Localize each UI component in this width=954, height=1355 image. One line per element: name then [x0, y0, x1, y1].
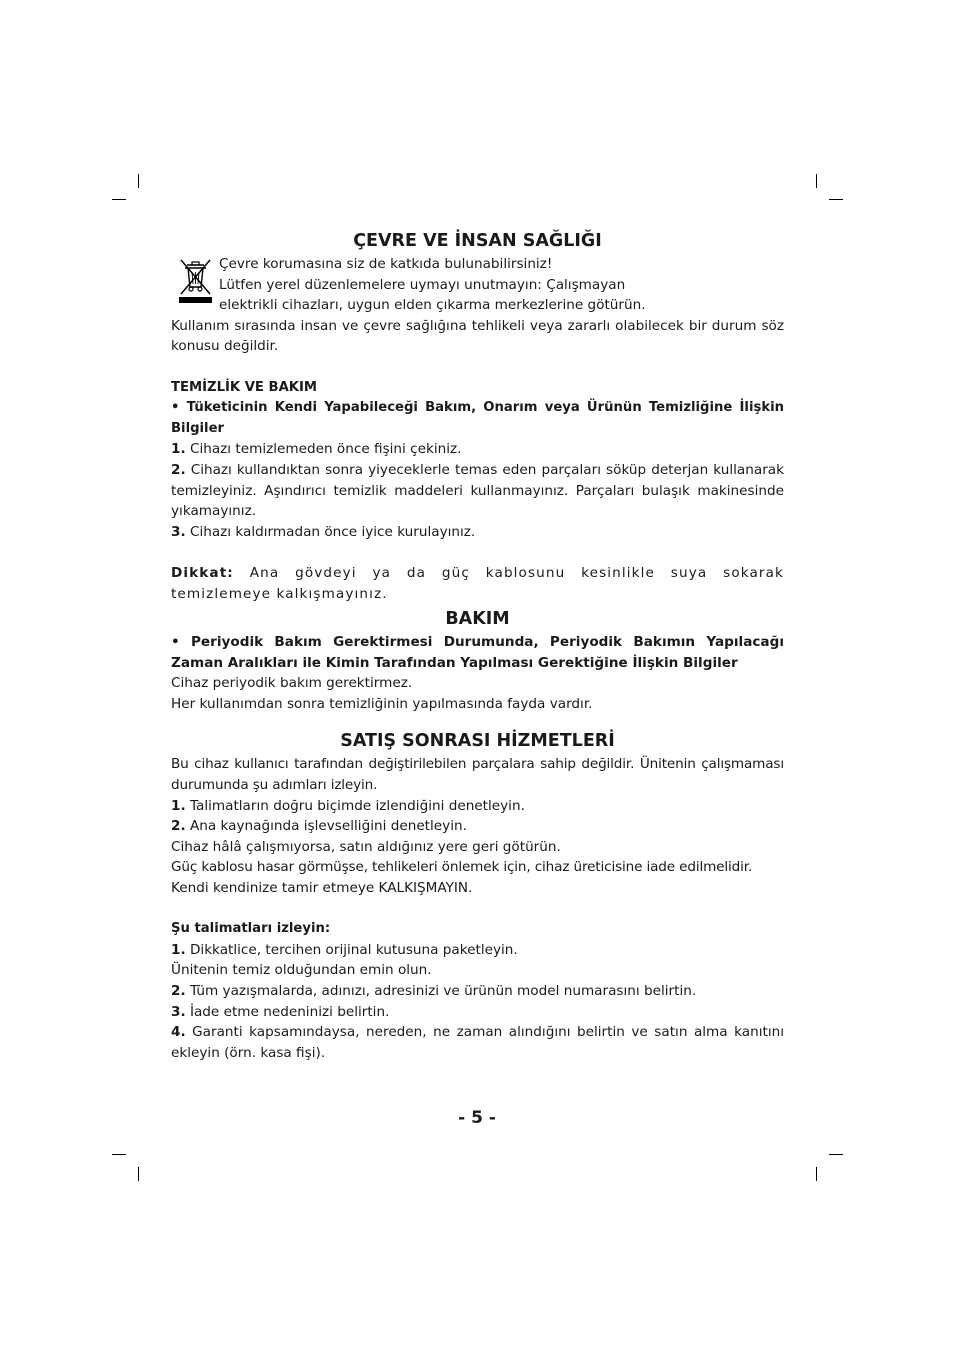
cleaning-step: [171, 439, 784, 460]
follow-step: [171, 1002, 784, 1023]
service-step: [171, 796, 784, 817]
warning-label: Dikkat:: [171, 564, 234, 581]
step-number: 3.: [171, 523, 186, 540]
env-section-title: ÇEVRE VE İNSAN SAĞLIĞI: [353, 231, 602, 251]
follow-step: [171, 1022, 784, 1063]
follow-step: [171, 940, 784, 961]
service-intro: Bu cihaz kullanıcı tarafından değiştirilebilen parçalara sahip değildir. Ünitenin çalışmaması durumunda şu adımları izleyin.: [171, 756, 784, 794]
crop-mark-top-right-h: [829, 199, 843, 200]
step-number: 2.: [171, 461, 186, 478]
service-line: Kendi kendinize tamir etmeye KALKIŞMAYIN.: [171, 880, 473, 897]
follow-title: Şu talimatları izleyin:: [171, 921, 331, 937]
step-text: Cihazı temizlemeden önce fişini çekiniz.: [185, 441, 462, 458]
step-text: Ana kaynağında işlevselliğini denetleyin.: [185, 818, 467, 835]
step-text: Garanti kapsamındaysa, nereden, ne zaman alındığını belirtin ve satın alma kanıtını ekleyin (örn. kasa fişi).: [171, 1024, 784, 1061]
warning-text: Ana gövdeyi ya da güç kablosunu kesinlikle suya sokarak temizlemeye kalkışmayınız.: [171, 564, 784, 602]
step-number: 2.: [171, 983, 186, 999]
follow-note: Ünitenin temiz olduğundan emin olun.: [171, 962, 432, 979]
page-number: - 5 -: [458, 1108, 496, 1128]
step-number: 2.: [171, 818, 186, 835]
crop-mark-top-left-h: [112, 199, 126, 200]
maintenance-line: Her kullanımdan sonra temizliğinin yapılmasında fayda vardır.: [171, 695, 593, 712]
step-text: Tüm yazışmalarda, adınızı, adresinizi ve ürünün model numarasını belirtin.: [185, 983, 697, 999]
crop-mark-bottom-right-v: [816, 1167, 817, 1181]
maintenance-bullet: • Periyodik Bakım Gerektirmesi Durumunda, Periyodik Bakımın Yapılacağı Zaman Aralıkları ile Kimin Tarafından Yapılması Gerektiğine İlişkin Bilgiler: [171, 634, 784, 671]
env-note: Kullanım sırasında insan ve çevre sağlığına tehlikeli veya zararlı olabilecek bir durum söz konusu değildir.: [171, 317, 784, 355]
step-text: Cihazı kullandıktan sonra yiyeceklerle temas eden parçaları söküp deterjan kullanarak temizleyiniz. Aşındırıcı temizlik maddeleri kullanmayınız. Parçaları bulaşık makinesinde yıkamayınız.: [171, 461, 784, 520]
step-number: 1.: [171, 941, 186, 958]
env-line: Çevre korumasına siz de katkıda bulunabilirsiniz!: [219, 256, 553, 272]
env-notice: [171, 254, 784, 316]
crop-mark-bottom-right-h: [829, 1154, 843, 1155]
maintenance-section-title: BAKIM: [445, 609, 510, 630]
step-number: 1.: [171, 797, 186, 814]
service-line: Cihaz hâlâ çalışmıyorsa, satın aldığınız yere geri götürün.: [171, 838, 561, 855]
env-line: Lütfen yerel düzenlemelere uymayı unutmayın: Çalışmayan: [219, 276, 626, 293]
service-section-title: SATIŞ SONRASI HİZMETLERİ: [340, 731, 615, 752]
cleaning-warning: [171, 563, 784, 604]
cleaning-step: [171, 522, 784, 543]
follow-step: [171, 981, 784, 1002]
cleaning-step: [171, 460, 784, 522]
step-text: Cihazı kaldırmadan önce iyice kurulayınız.: [185, 523, 476, 540]
crop-mark-top-left-v: [138, 174, 139, 188]
cleaning-title: TEMİZLİK VE BAKIM: [171, 379, 318, 395]
maintenance-line: Cihaz periyodik bakım gerektirmez.: [171, 675, 413, 692]
page-content: [171, 228, 784, 1063]
step-text: Talimatların doğru biçimde izlendiğini denetleyin.: [185, 797, 525, 814]
crop-mark-bottom-left-v: [138, 1167, 139, 1181]
cleaning-bullet: • Tüketicinin Kendi Yapabileceği Bakım, Onarım veya Ürünün Temizliğine İlişkin Bilgiler: [171, 400, 784, 436]
service-line: Güç kablosu hasar görmüşse, tehlikeleri önlemek için, cihaz üreticisine iade edilmelidir.: [171, 859, 753, 876]
step-number: 1.: [171, 441, 186, 458]
env-line: elektrikli cihazları, uygun elden çıkarma merkezlerine götürün.: [219, 297, 646, 314]
step-text: İade etme nedeninizi belirtin.: [185, 1003, 390, 1020]
step-number: 4.: [171, 1024, 186, 1041]
crop-mark-top-right-v: [816, 174, 817, 188]
service-step: [171, 816, 784, 837]
step-text: Dikkatlice, tercihen orijinal kutusuna paketleyin.: [185, 941, 518, 958]
step-number: 3.: [171, 1003, 186, 1020]
crop-mark-bottom-left-h: [112, 1154, 126, 1155]
crossed-out-bin-icon: [177, 256, 213, 304]
